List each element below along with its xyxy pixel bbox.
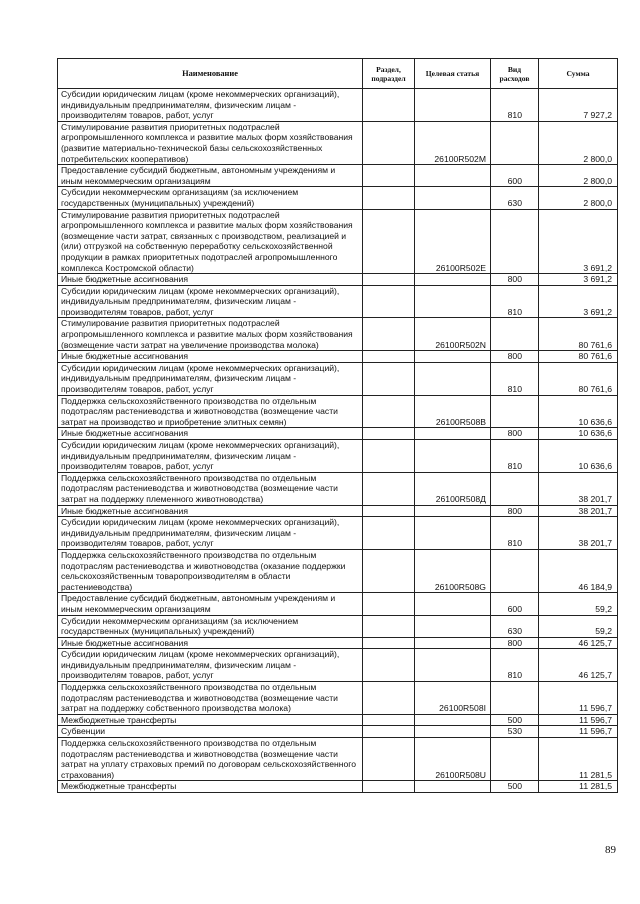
cell-sum: 46 125,7 — [539, 637, 618, 649]
cell-sum: 80 761,6 — [539, 362, 618, 395]
cell-sum: 38 201,7 — [539, 472, 618, 505]
cell-sum: 3 691,2 — [539, 285, 618, 318]
cell-expense-type: 810 — [491, 440, 539, 473]
cell-name: Иные бюджетные ассигнования — [58, 351, 363, 363]
cell-target-article: 26100R508Д — [415, 472, 491, 505]
cell-target-article — [415, 726, 491, 738]
cell-expense-type: 810 — [491, 89, 539, 122]
cell-expense-type: 810 — [491, 649, 539, 682]
table-row — [58, 682, 618, 715]
cell-razdel — [363, 615, 415, 637]
cell-target-article — [415, 714, 491, 726]
cell-target-article: 26100R508U — [415, 738, 491, 781]
cell-sum: 11 596,7 — [539, 714, 618, 726]
cell-sum: 3 691,2 — [539, 209, 618, 274]
cell-expense-type: 810 — [491, 285, 539, 318]
cell-target-article — [415, 165, 491, 187]
cell-target-article: 26100R502M — [415, 121, 491, 164]
cell-razdel — [363, 428, 415, 440]
cell-expense-type — [491, 472, 539, 505]
cell-sum: 11 281,5 — [539, 738, 618, 781]
cell-razdel — [363, 682, 415, 715]
cell-name: Субсидии юридическим лицам (кроме некоммерческих организаций), индивидуальным предпринимателям, физическим лицам - производителям товаров, работ, услуг — [58, 89, 363, 122]
cell-name: Предоставление субсидий бюджетным, автономным учреждениям и иным некоммерческим организациям — [58, 165, 363, 187]
table-row — [58, 549, 618, 592]
header-razdel: Раздел, подраздел — [363, 59, 415, 89]
header-target-article: Целевая статья — [415, 59, 491, 89]
cell-razdel — [363, 318, 415, 351]
cell-expense-type: 800 — [491, 637, 539, 649]
cell-target-article — [415, 615, 491, 637]
table-row — [58, 440, 618, 473]
cell-name: Иные бюджетные ассигнования — [58, 274, 363, 286]
cell-razdel — [363, 472, 415, 505]
cell-razdel — [363, 593, 415, 615]
table-row — [58, 89, 618, 122]
cell-razdel — [363, 395, 415, 428]
cell-razdel — [363, 440, 415, 473]
cell-expense-type: 630 — [491, 615, 539, 637]
cell-name: Поддержка сельскохозяйственного производства по отдельным подотраслям растениеводства и животноводства (возмещение части затрат на производство и приобретение элитных семян) — [58, 395, 363, 428]
table-row — [58, 726, 618, 738]
page-number: 89 — [605, 844, 616, 856]
cell-name: Стимулирование развития приоритетных подотраслей агропромышленного комплекса и развитие малых форм хозяйствования (возмещение части затрат на увеличение производства молока) — [58, 318, 363, 351]
cell-name: Межбюджетные трансферты — [58, 714, 363, 726]
table-row — [58, 187, 618, 209]
table-header-row — [58, 59, 618, 89]
table-row — [58, 714, 618, 726]
cell-expense-type — [491, 395, 539, 428]
cell-expense-type: 500 — [491, 781, 539, 793]
table-row — [58, 318, 618, 351]
cell-target-article — [415, 781, 491, 793]
cell-expense-type — [491, 682, 539, 715]
cell-name: Субсидии юридическим лицам (кроме некоммерческих организаций), индивидуальным предпринимателям, физическим лицам - производителям товаров, работ, услуг — [58, 649, 363, 682]
cell-sum: 11 281,5 — [539, 781, 618, 793]
cell-razdel — [363, 209, 415, 274]
budget-table-page — [57, 58, 617, 793]
cell-target-article: 26100R508G — [415, 549, 491, 592]
cell-sum: 59,2 — [539, 615, 618, 637]
cell-razdel — [363, 517, 415, 550]
cell-expense-type — [491, 549, 539, 592]
cell-name: Поддержка сельскохозяйственного производства по отдельным подотраслям растениеводства и животноводства (возмещение части затрат на уплату страховых премий по договорам сельскохозяйственного страхования) — [58, 738, 363, 781]
cell-expense-type: 800 — [491, 428, 539, 440]
cell-razdel — [363, 274, 415, 286]
cell-name: Стимулирование развития приоритетных подотраслей агропромышленного комплекса и развитие малых форм хозяйствования (развитие материально-технической базы сельскохозяйственных потребительских кооперативов) — [58, 121, 363, 164]
cell-target-article — [415, 440, 491, 473]
cell-razdel — [363, 738, 415, 781]
cell-name: Субвенции — [58, 726, 363, 738]
cell-sum: 3 691,2 — [539, 274, 618, 286]
cell-name: Субсидии юридическим лицам (кроме некоммерческих организаций), индивидуальным предпринимателям, физическим лицам - производителям товаров, работ, услуг — [58, 362, 363, 395]
cell-target-article — [415, 505, 491, 517]
cell-target-article — [415, 649, 491, 682]
cell-target-article: 26100R508I — [415, 682, 491, 715]
cell-expense-type — [491, 318, 539, 351]
cell-expense-type — [491, 738, 539, 781]
cell-expense-type: 630 — [491, 187, 539, 209]
table-row — [58, 285, 618, 318]
header-expense-type: Вид расходов — [491, 59, 539, 89]
cell-sum: 46 184,9 — [539, 549, 618, 592]
cell-sum: 7 927,2 — [539, 89, 618, 122]
table-row — [58, 351, 618, 363]
cell-target-article: 26100R502E — [415, 209, 491, 274]
cell-sum: 59,2 — [539, 593, 618, 615]
cell-razdel — [363, 187, 415, 209]
cell-name: Предоставление субсидий бюджетным, автономным учреждениям и иным некоммерческим организациям — [58, 593, 363, 615]
table-row — [58, 615, 618, 637]
cell-razdel — [363, 637, 415, 649]
cell-expense-type: 500 — [491, 714, 539, 726]
cell-expense-type: 800 — [491, 351, 539, 363]
cell-name: Поддержка сельскохозяйственного производства по отдельным подотраслям растениеводства и животноводства (оказание поддержки сельскохозяйственным товаропроизводителям в области растениеводства) — [58, 549, 363, 592]
cell-sum: 11 596,7 — [539, 726, 618, 738]
table-row — [58, 362, 618, 395]
cell-target-article: 26100R508B — [415, 395, 491, 428]
cell-target-article: 26100R502N — [415, 318, 491, 351]
cell-sum: 10 636,6 — [539, 428, 618, 440]
cell-sum: 80 761,6 — [539, 318, 618, 351]
cell-name: Поддержка сельскохозяйственного производства по отдельным подотраслям растениеводства и животноводства (возмещение части затрат на поддержку племенного животноводства) — [58, 472, 363, 505]
table-row — [58, 472, 618, 505]
cell-sum: 10 636,6 — [539, 440, 618, 473]
cell-target-article — [415, 285, 491, 318]
cell-name: Субсидии юридическим лицам (кроме некоммерческих организаций), индивидуальным предпринимателям, физическим лицам - производителям товаров, работ, услуг — [58, 440, 363, 473]
table-row — [58, 637, 618, 649]
cell-target-article — [415, 428, 491, 440]
cell-target-article — [415, 593, 491, 615]
table-row — [58, 428, 618, 440]
cell-expense-type — [491, 209, 539, 274]
header-name: Наименование — [58, 59, 363, 89]
cell-sum: 2 800,0 — [539, 165, 618, 187]
cell-sum: 80 761,6 — [539, 351, 618, 363]
cell-name: Поддержка сельскохозяйственного производства по отдельным подотраслям растениеводства и животноводства (возмещение части затрат на поддержку собственного производства молока) — [58, 682, 363, 715]
cell-razdel — [363, 285, 415, 318]
cell-razdel — [363, 362, 415, 395]
cell-sum: 10 636,6 — [539, 395, 618, 428]
cell-sum: 38 201,7 — [539, 517, 618, 550]
header-sum: Сумма — [539, 59, 618, 89]
cell-name: Иные бюджетные ассигнования — [58, 637, 363, 649]
cell-razdel — [363, 649, 415, 682]
cell-target-article — [415, 187, 491, 209]
cell-name: Субсидии юридическим лицам (кроме некоммерческих организаций), индивидуальным предпринимателям, физическим лицам - производителям товаров, работ, услуг — [58, 285, 363, 318]
table-row — [58, 395, 618, 428]
cell-razdel — [363, 121, 415, 164]
cell-target-article — [415, 637, 491, 649]
cell-razdel — [363, 714, 415, 726]
cell-target-article — [415, 89, 491, 122]
table-row — [58, 165, 618, 187]
cell-target-article — [415, 362, 491, 395]
table-row — [58, 517, 618, 550]
cell-name: Субсидии некоммерческим организациям (за исключением государственных (муниципальных) учреждений) — [58, 615, 363, 637]
cell-expense-type — [491, 121, 539, 164]
cell-name: Иные бюджетные ассигнования — [58, 428, 363, 440]
cell-sum: 2 800,0 — [539, 187, 618, 209]
cell-razdel — [363, 351, 415, 363]
cell-razdel — [363, 89, 415, 122]
cell-target-article — [415, 517, 491, 550]
cell-target-article — [415, 351, 491, 363]
table-row — [58, 274, 618, 286]
cell-sum: 11 596,7 — [539, 682, 618, 715]
table-body — [58, 89, 618, 793]
table-row — [58, 649, 618, 682]
cell-razdel — [363, 781, 415, 793]
cell-expense-type: 810 — [491, 517, 539, 550]
cell-expense-type: 600 — [491, 165, 539, 187]
cell-razdel — [363, 165, 415, 187]
table-row — [58, 505, 618, 517]
cell-expense-type: 800 — [491, 505, 539, 517]
cell-name: Иные бюджетные ассигнования — [58, 505, 363, 517]
budget-table — [57, 58, 618, 793]
cell-name: Субсидии юридическим лицам (кроме некоммерческих организаций), индивидуальным предпринимателям, физическим лицам - производителям товаров, работ, услуг — [58, 517, 363, 550]
table-row — [58, 209, 618, 274]
table-row — [58, 738, 618, 781]
cell-sum: 46 125,7 — [539, 649, 618, 682]
cell-name: Межбюджетные трансферты — [58, 781, 363, 793]
cell-name: Субсидии некоммерческим организациям (за исключением государственных (муниципальных) учреждений) — [58, 187, 363, 209]
cell-sum: 2 800,0 — [539, 121, 618, 164]
cell-razdel — [363, 505, 415, 517]
cell-name: Стимулирование развития приоритетных подотраслей агропромышленного комплекса и развитие малых форм хозяйствования (возмещение части затрат, связанных с производством, реализацией и (или) отгрузкой на собственную переработку сельскохозяйственной продукции в рамках приоритетных подотраслей агропромышленного комплекса Костромской области) — [58, 209, 363, 274]
cell-expense-type: 530 — [491, 726, 539, 738]
cell-razdel — [363, 726, 415, 738]
cell-expense-type: 810 — [491, 362, 539, 395]
table-row — [58, 121, 618, 164]
cell-sum: 38 201,7 — [539, 505, 618, 517]
table-row — [58, 593, 618, 615]
cell-expense-type: 600 — [491, 593, 539, 615]
cell-target-article — [415, 274, 491, 286]
table-row — [58, 781, 618, 793]
cell-expense-type: 800 — [491, 274, 539, 286]
cell-razdel — [363, 549, 415, 592]
